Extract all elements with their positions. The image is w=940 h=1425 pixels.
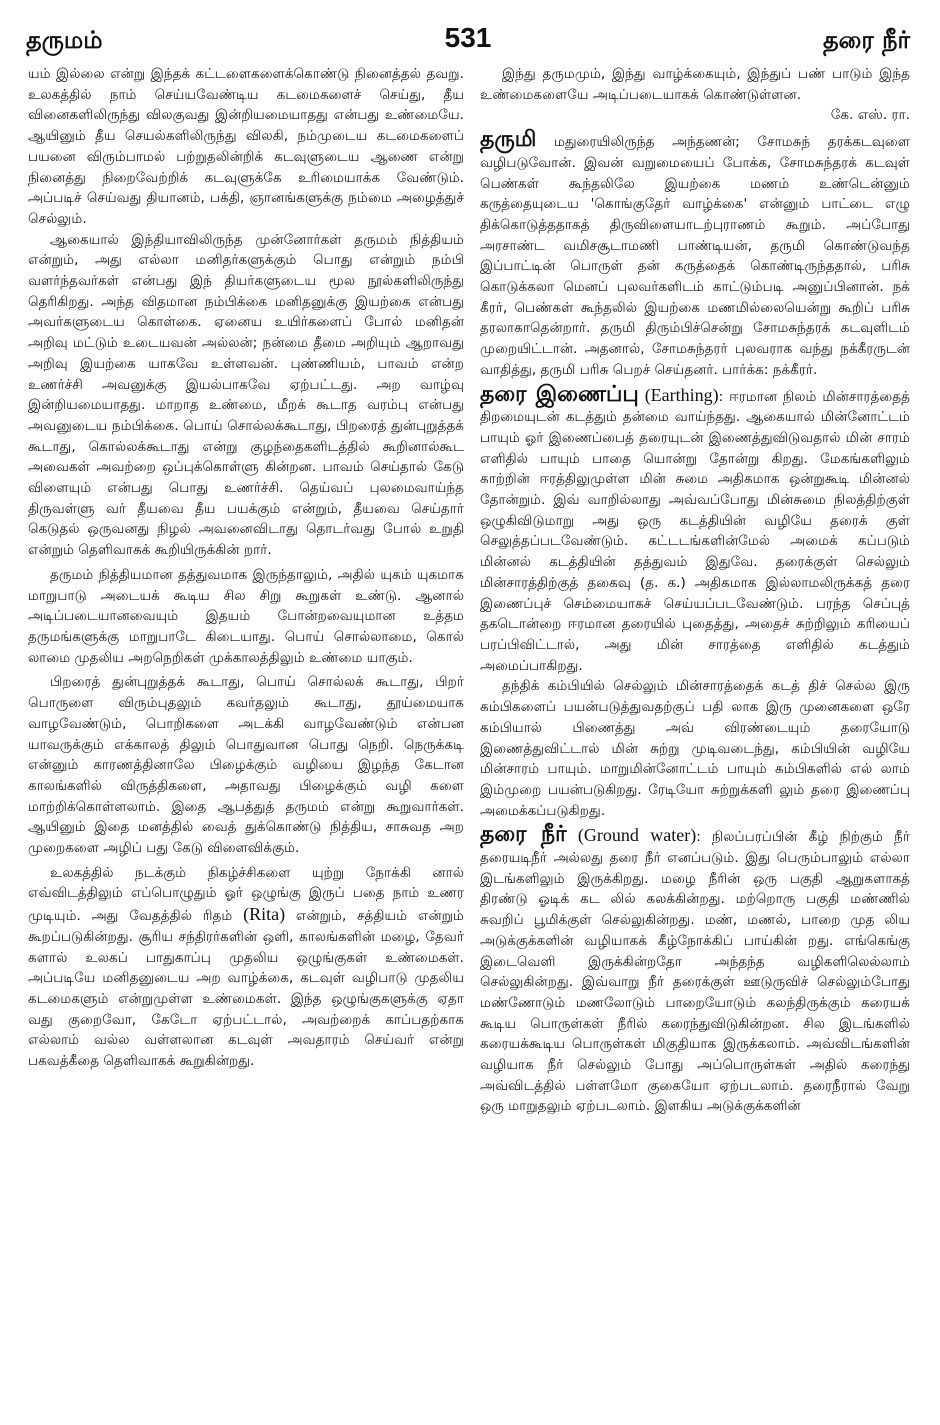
paragraph-text: உலகத்தில் நடக்கும் நிகழ்ச்சிகளை யுற்று நோக்கி னால் எவ்விடத்திலும் எப்பொழுதும் ஓர் ஒழுங்கு இருப் பதை நாம் உணர முடியும். அது வேதத்தில் ரிதம் xyxy=(28,864,464,925)
entry-body: மதுரையிலிருந்த அந்தணன்; சோமசுந் தரக்கடவுளை வழிபடுவோன். இவன் வறுமையைப் போக்க, சோமசுந்தரக் கடவுள் பெண்கள் கூந்தலிலே இயற்கை மணம் உண்டென்னும் கருத்தையுடைய 'கொங்குதேர் வாழ்க்கை' என்னும் பாட்டை எழு திக்கொடுத்ததாகத் திருவிளையாடற்புராணம் கூறும். அப்போது அரசாண்ட வமிசசூடாமணி பாண்டியன், தருமி கொண்டுவந்த இப்பாட்டின் பொருள் தன் கருத்தைக் கொண்டிருந்ததால், பரிசு கொடுக்கலா மெனப் புலவர்களிடம் காட்டும்படி அனுப்பினான். நக் கீரர், பெண்கள் கூந்தலில் இயற்கை மணமில்லையென்று கூறிப் பரிசு தரலாகாதென்றார். தருமி திரும்பிச்சென்று சோமசுந்தரக் கடவுளிடம் முறையிட்டான். அதனால், சோமசுந்தரர் புலவராக வந்து நக்கீரருடன் வாதித்து, தருமி பரிசு பெறச் செய்தனர். பார்க்க: நக்கீரர். xyxy=(480,134,910,378)
entry-earthing xyxy=(480,381,910,677)
entry-heading: தரை நீர் xyxy=(480,822,567,848)
paragraph xyxy=(28,863,464,1072)
page-number: 531 xyxy=(444,22,492,53)
paragraph: ஆகையால் இந்தியாவிலிருந்த முன்னோர்கள் தருமம் நித்தியம் என்றும், அது எல்லா மனிதர்களுக்கும் பொது என்றும் நம்பி வளர்ந்தவர்கள் என்பது இந் தியர்களுடைய மூல நூல்களிலிருந்து தெரிகிறது. அந்த விதமான நம்பிக்கை மனிதனுக்கு இயற்கை என்பது அவர்களுடைய கொள்கை. ஏனைய உயிர்களைப் போல் மனிதன் அறிவு மட்டும் உடையவன் அல்லன்; நன்மை தீமை அறியும் ஆறாவது அறிவு இயற்கை யாகவே உள்ளவன். புண்ணியம், பாவம் என்ற உணர்ச்சி அவனுக்கு இயல்பாகவே ஏற்பட்டது. அற வாழ்வு இன்றியமையாதது. மாறாத உண்மை, மீறக் கூடாத வரம்பு என்பது அவனுடைய நம்பிக்கை. பொய் சொல்லக்கூடாது, பிறரைத் துன்புறுத்தக் கூடாது, கொல்லக்கூடாது என்று குழந்தைகளிடத்தில் கூறினால்கூட அவைகள் அவற்றை ஒப்புக்கொள்ளு கின்றன. பாவம் செய்தால் கேடு விளையும் என்பது பொது உணர்ச்சி. தெய்வப் புலமைவாய்ந்த திருவள்ளு வர் தீயவை தீய பயக்கும் என்றும், தீயவை செய்தார் கெடுதல் ஒருவனது நிழல் அவனைவிடாது தொடர்வது போல் உறுதி என்றும் தெளிவாகக் கூறியிருக்கின் றார். xyxy=(28,231,464,559)
english-term: (Earthing) xyxy=(644,384,719,405)
english-term: (Ground water) xyxy=(577,825,697,846)
entry-body: : நிலப்பரப்பின் கீழ் நிற்கும் நீர் தரையடிநீர் அல்லது தரை நீர் எனப்படும். இது பெரும்பாலும் எல்லா இடங்களிலும் இருக்கிறது. மழை நீரின் ஒரு பகுதி ஆறுகளாகத் திரண்டு ஓடிக் கட லில் கலக்கின்றது. மற்றொரு பகுதி மண்ணில் சுவறிப் பூமிக்குள் செல்லுகின்றது. மண், மணல், பாறை முத லிய அடுக்குக்களின் வழியாகக் கீழ்நோக்கிப் பாய்கின் றது. எங்கெங்கு இடைவெளி இருக்கின்றதோ அந்தந்த வழிகளிலெல்லாம் செல்லுகின்றது. இவ்வாறு நீர் தரைக்குள் ஊடுருவிச் செல்லும்போது மண்ணோடும் மணலோடும் பாறையோடும் கலந்திருக்கும் கரையக் கூடிய பொருள்கள் நீரில் கரைந்துவிடுகின்றன. சில இடங்களில் கரையக்கூடிய பொருள்கள் மிகுதியாக இருக்கலாம். அவ்விடங்களின் வழியாக நீர் செல்லும் போது அப்பொருள்கள் அதில் கரைந்து அவ்விடத்தில் பள்ளமோ குகையோ ஏற்படலாம். தரைநீரால் வேறு ஒரு மாறுதலும் ஏற்படலாம். இளகிய அடுக்குக்களின் xyxy=(480,829,910,1115)
page-header xyxy=(26,22,910,62)
entry-heading: தருமி xyxy=(480,127,537,153)
running-head-right: தரை நீர் xyxy=(822,26,910,54)
paragraph: பிறரைத் துன்புறுத்தக் கூடாது, பொய் சொல்லக் கூடாது, பிறர் பொருளை விரும்புதலும் கவர்தலும் கூடாது, தூய்மையாக வாழவேண்டும், பொறிகளை அடக்கி வாழவேண்டும் என்பன யாவருக்கும் எக்காலத் திலும் பொதுவான பொது நெறி. நெருக்கடி என்னும் காரணத்தினாலே பிழைக்கும் வழியை இழந்த கேடான காலங்களில் விருத்திகளை, அதாவது பிழைக்கும் வழி களை மாற்றிக்கொள்ளலாம். இதை ஆபத்துத் தருமம் என்று கூறுவார்கள். ஆயினும் இதை மனத்தில் வைத் துக்கொண்டு நித்திய, சாசுவத அற முறைகளை அழிப் பது கேடு விளைவிக்கும். xyxy=(28,674,464,857)
paragraph-text: என்றும், சத்தியம் என்றும் கூறப்படுகின்றது. சூரிய சந்திரர்களின் ஒளி, காலங்களின் மழை, தேவர் களால் உலகப் பாதுகாப்பு முதலிய ஒழுங்குகள் உண்மைகள். அப்படியே மனிதனுடைய அற வாழ்க்கை, கடவுள் வழிபாடு முதலிய கடமைகளும் என்றுமுள்ள உண்மைகள். இந்த ஒழுங்குகளுக்கு ஏதா வது குறைவோ, கேடோ ஏற்பட்டால், அவற்றைக் காப்பதற்காக எல்லாம் வல்ல வள்ளலான கடவுள் அவதாரம் செய்வர் என்று பகவத்கீதை தெளிவாகக் கூறுகின்றது. xyxy=(28,908,464,1070)
entry-body: : ஈரமான நிலம் மின்சாரத்தைத் திறமையுடன் கடத்தும் தன்மை வாய்ந்தது. ஆகையால் மின்னோட்டம் பாயும் ஓர் இணைப்பைத் தரையுடன் இணைத்துவிடுவதால் மின் சாரம் எளிதில் பாயும் பாதை யொன்று தோன்று கிறது. மேகங்களிலும் காற்றின் ஈரத்திலுமுள்ள மின் சுமை அதிகமாக ஒன்றுகூடி மின்னல் தோன்றும். இவ் வாறில்லாது அவ்வப்போது மின்சுமை நிலத்திற்குள் ஒழுகிவிடுமாறு அது ஒரு கடத்தியின் வழியே தரைக் குள் செலுத்தப்படவேண்டும். கட்டடங்களின்மேல் அமைக் கப்படும் மின்னல் கடத்தியின் தத்துவம் இதுவே. தரைக்குள் செல்லும் மின்சாரத்திற்குத் தகைவு (த. க.) அதிகமாக இல்லாமலிருக்கத் தரை இணைப்புச் செம்மையாகச் செய்யப்படவேண்டும். பரந்த செப்புத் தகடொன்றை ஈரமான தரையில் புதைத்து, அதைச் சுற்றிலும் கரியைப் பரப்பிவிட்டால், அது மின் சாரத்தை எளிதில் கடத்தும் அமைப்பாகிறது. xyxy=(480,388,910,674)
author-signature: கே. எஸ். ரா. xyxy=(830,107,910,124)
english-term: (Rita) xyxy=(243,904,286,925)
right-column xyxy=(480,64,910,1409)
entry-tarumi xyxy=(480,127,910,380)
entry-heading: தரை இணைப்பு xyxy=(480,381,639,407)
running-head-left: தருமம் xyxy=(26,26,103,54)
paragraph: இந்து தருமமும், இந்து வாழ்க்கையும், இந்துப் பண் பாடும் இந்த உண்மைகளையே அடிப்படையாகக் கொண்டுள்ளன. xyxy=(480,66,910,103)
paragraph: தருமம் நித்தியமான தத்துவமாக இருந்தாலும், அதில் யுகம் யுகமாக மாறுபாடு அடையக் கூடிய சில சிறு கூறுகள் உண்டு. ஆனால் அடிப்படையானவையும் இதயம் போன்றவையுமான உத்தம தருமங்களுக்கு மாறுபாடே கிடையாது. பொய் சொல்லாமை, கொல் லாமை முதலிய அறநெறிகள் முக்காலத்திலும் உண்மை யாகும். xyxy=(28,566,464,666)
paragraph: யம் இல்லை என்று இந்தக் கட்டளைகளைக்கொண்டு நினைத்தல் தவறு. உலகத்தில் நாம் செய்யவேண்டிய கடமைகளைச் செய்து, தீய வினைகளிலிருந்து விலகுவது இன்றியமையாதது என்பது உண்மையே. ஆயினும் தீய செயல்களிலிருந்து விலகி, நம்முடைய கடமைகளைப் பயனை விரும்பாமல் பற்றுதலின்றிக் கடவுளுடைய ஆணை என்று நினைத்து நிறைவேற்றிக் கடவுளுக்கே உரிமையாக்க வேண்டும். அப்படிச் செய்வது தியானம், பக்தி, ஞானங்களுக்கு நம்மை அழைத்துச் செல்லும். xyxy=(28,66,464,227)
entry-ground-water xyxy=(480,822,910,1117)
paragraph: தந்திக் கம்பியில் செல்லும் மின்சாரத்தைக் கடத் திச் செல்ல இரு கம்பிகளைப் பயன்படுத்துவதற்குப் பதி லாக இரு முனைகளை ஒரே கம்பியால் பிணைத்து அவ் விரண்டையும் தரையோடு இணைத்துவிட்டால் மின் சுற்று முடிவடைந்து, கம்பியின் வழியே மின்சாரம் பாயும். மாறுமின்னோட்டம் பாயும் கம்பிகளில் எல் லாம் இம்முறை பயன்படுகிறது. ரேடியோ சுற்றுக்களி லும் தரை இணைப்பு அமைக்கப்படுகிறது. xyxy=(480,678,910,819)
left-column xyxy=(28,64,464,1409)
